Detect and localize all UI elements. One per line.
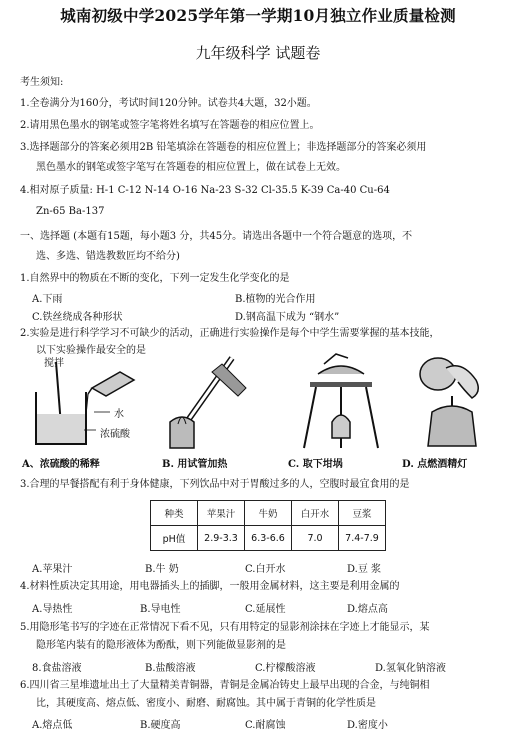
notice-item-4: 4.相对原子质量: H-1 C-12 N-14 O-16 Na-23 S-32 Cl-35.5 K-39 Ca-40 Cu-64: [20, 185, 390, 196]
q2-option-d: D. 点燃酒精灯: [402, 459, 468, 470]
q6-option-d: D.密度小: [347, 720, 388, 731]
q6-option-b: B.硬度高: [140, 720, 181, 731]
q1-option-d: D.钢高温下成为 “钢水”: [235, 312, 340, 323]
table-row: [151, 526, 386, 551]
q3-option-d: D.豆 浆: [347, 564, 382, 575]
notice-heading: 考生须知:: [20, 77, 64, 88]
q6-option-c: C.耐腐蚀: [245, 720, 286, 731]
q1-option-b: B.植物的光合作用: [235, 294, 316, 305]
exam-subtitle: 九年级科学 试题卷: [195, 44, 321, 62]
table-cell: 6.3-6.6: [245, 526, 292, 551]
q2-option-c: C. 取下坩埚: [288, 459, 343, 470]
notice-item-1: 1.全卷满分为160分，考试时间120分钟。试卷共4大题，32小题。: [20, 98, 317, 109]
q2-option-a: A、浓硫酸的稀释: [22, 459, 100, 470]
notice-item-3: 3.选择题部分的答案必须用2B 铅笔填涂在答题卷的相应位置上；非选择题部分的答案必须用: [20, 142, 427, 153]
notice-item-2: 2.请用黑色墨水的钢笔或签字笔将姓名填写在答题卷的相应位置上。: [20, 120, 320, 131]
table-cell: 白开水: [292, 501, 339, 526]
ph-table: [150, 500, 386, 551]
table-cell: 牛奶: [245, 501, 292, 526]
water-label: 水: [114, 409, 124, 420]
q2-option-b: B. 用试管加热: [162, 459, 228, 470]
q4-option-c: C.延展性: [245, 604, 286, 615]
q5-stem: 5.用隐形笔书写的字迹在正常情况下看不见，只有用特定的显影剂涂抹在字迹上才能显示，某: [20, 622, 430, 633]
q3-option-a: A.苹果汁: [32, 564, 73, 575]
q1-option-c: C.铁丝绕成各种形状: [32, 312, 123, 323]
q4-option-d: D.熔点高: [347, 604, 388, 615]
q4-option-a: A.导热性: [32, 604, 73, 615]
q6-stem-cont: 比，其硬度高、熔点低、密度小、耐磨、耐腐蚀。其中属于青铜的化学性质是: [36, 698, 376, 709]
notice-item-4-cont: Zn-65 Ba-137: [36, 206, 105, 217]
table-cell: 7.0: [292, 526, 339, 551]
table-cell: pH值: [151, 526, 198, 551]
q6-option-a: A.熔点低: [32, 720, 73, 731]
table-cell: 苹果汁: [198, 501, 245, 526]
section-heading-cont: 选、多选、错选教数匠均不给分): [36, 251, 180, 262]
q1-option-a: A.下雨: [32, 294, 63, 305]
q4-stem: 4.材料性质决定其用途，用电器插头上的插脚，一般用金属材料，这主要是利用金属的: [20, 581, 400, 592]
q5-option-d: D.氢氧化钠溶液: [375, 663, 446, 674]
q5-stem-cont: 隐形笔内装有的隐形液体为酚酞，则下列能做显影剂的是: [36, 640, 286, 651]
table-row: [151, 501, 386, 526]
q6-stem: 6.四川省三星堆遗址出土了大量精美青铜器，青铜是金属冶铸史上最早出现的合金，与纯铜相: [20, 680, 430, 691]
exam-title: 城南初级中学2025学年第一学期10月独立作业质量检测: [60, 6, 456, 25]
q5-option-a: 8.食盐溶液: [32, 663, 82, 674]
test-tube-figure: [160, 352, 260, 452]
q5-option-c: C.柠檬酸溶液: [255, 663, 316, 674]
stir-label: 搅拌: [44, 358, 64, 369]
q1-stem: 1.自然界中的物质在不断的变化，下列一定发生化学变化的是: [20, 273, 290, 284]
section-heading: 一、选择题 (本题有15题，每小题3 分，共45分。请选出各题中一个符合题意的选项，不: [20, 231, 413, 242]
q4-option-b: B.导电性: [140, 604, 181, 615]
acid-label: 浓硫酸: [100, 429, 130, 440]
alcohol-lamp-figure: [402, 352, 502, 452]
table-cell: 豆浆: [339, 501, 386, 526]
q3-stem: 3.合理的早餐搭配有利于身体健康，下列饮品中对于胃酸过多的人，空腹时最宜食用的是: [20, 479, 410, 490]
crucible-figure: [296, 352, 386, 452]
q2-stem: 2.实验是进行科学学习不可缺少的活动，正确进行实验操作是每个中学生需要掌握的基本技能，: [20, 328, 440, 339]
table-cell: 2.9-3.3: [198, 526, 245, 551]
q5-option-b: B.盐酸溶液: [145, 663, 196, 674]
notice-item-3-cont: 黑色墨水的钢笔或签字笔写在答题卷的相应位置上，做在试卷上无效。: [36, 162, 346, 173]
table-cell: 种类: [151, 501, 198, 526]
q3-option-b: B.牛 奶: [145, 564, 179, 575]
table-cell: 7.4-7.9: [339, 526, 386, 551]
q2-stem-cont: 以下实验操作最安全的是: [36, 345, 146, 356]
q3-option-c: C.白开水: [245, 564, 286, 575]
